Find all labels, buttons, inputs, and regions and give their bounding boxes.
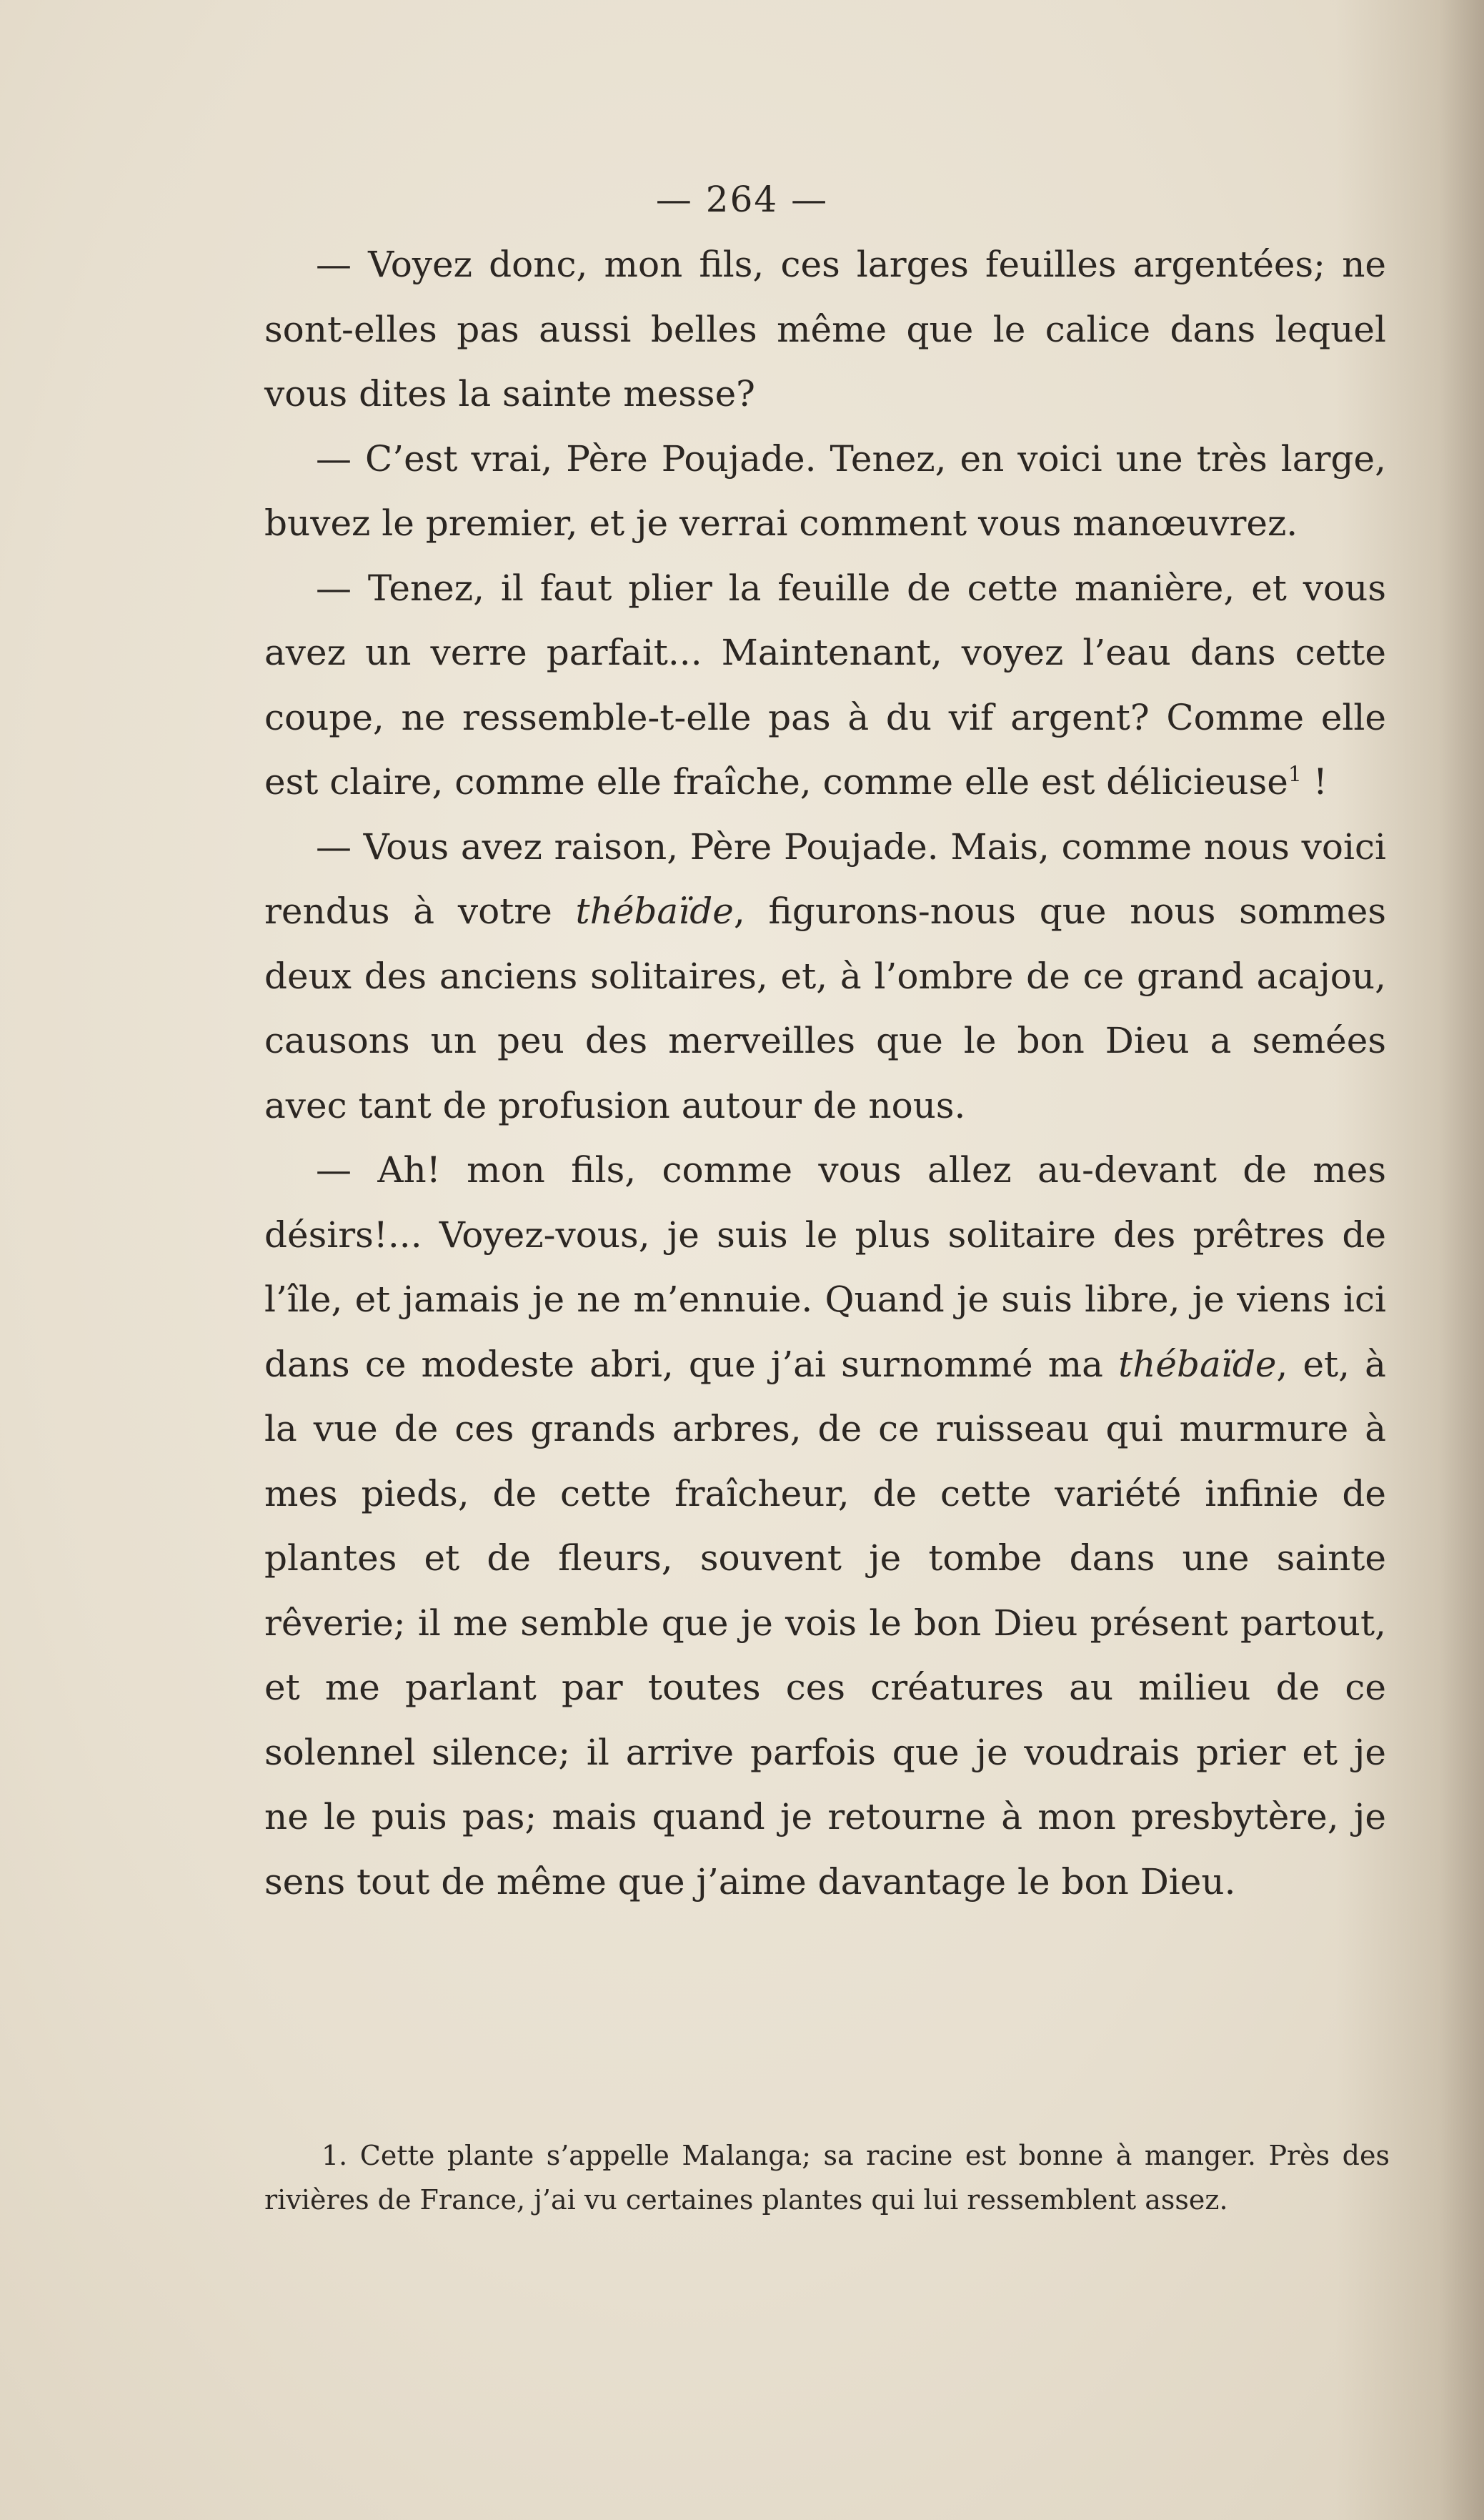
body-text [264,232,1386,1914]
paragraph-5-text: — Ah! mon fils, comme vous allez au-devant de mes désirs!... Voyez-vous, je suis le plus solitaire des prêtres de l’île, et jamais je ne m’ennuie. Quand je suis libre, je viens ici dans ce modeste abri, que j’ai surnommé ma [264,1149,1386,1385]
paragraph-1: — Voyez donc, mon fils, ces larges feuilles argentées; ne sont-elles pas aussi belles même que le calice dans lequel vous dites la sainte messe? [264,244,1386,415]
paragraph-4 [264,815,1386,1139]
footnote-paragraph [264,2133,1390,2222]
paragraph-5-rest: , et, à la vue de ces grands arbres, de ce ruisseau qui murmure à mes pieds, de cette fraîcheur, de cette variété infinie de plantes et de fleurs, souvent je tombe dans une sainte rêverie; il me semble que je vois le bon Dieu présent partout, et me parlant par toutes ces créatures au milieu de ce solennel silence; il arrive parfois que je voudrais prier et je ne le puis pas; mais quand je retourne à mon presbytère, je sens tout de même que j’aime davantage le bon Dieu. [264,1343,1386,1903]
page-number: — 264 — [655,179,829,220]
italic-thebaide: thébaïde [575,891,734,932]
paragraph-3 [264,556,1386,815]
paragraph-4-text: — Vous avez raison, Père Poujade. Mais, comme nous voici rendus à votre [264,825,1386,932]
footnote-reference: 1 [1288,762,1302,788]
footnote-marker: 1. [322,2140,348,2171]
italic-thebaide: thébaïde [1118,1343,1277,1385]
footnote-text: Cette plante s’appelle Malanga; sa racine est bonne à manger. Près des rivières de France, j’ai vu certaines plantes qui lui ressemblent assez. [264,2140,1390,2216]
paragraph-5 [264,1138,1386,1914]
footnote [264,2133,1390,2222]
paragraph-3-end: ! [1313,761,1328,803]
paragraph-2: — C’est vrai, Père Poujade. Tenez, en voici une très large, buvez le premier, et je verrai comment vous manœuvrez. [264,437,1386,544]
paragraph-4-rest: , figurons-nous que nous sommes deux des anciens solitaires, et, à l’ombre de ce grand acajou, causons un peu des merveilles que le bon Dieu a semées avec tant de profusion autour de nous. [264,891,1386,1126]
paragraph-3-text: — Tenez, il faut plier la feuille de cette manière, et vous avez un verre parfait... Maintenant, voyez l’eau dans cette coupe, ne ressemble-t-elle pas à du vif argent? Comme elle est claire, comme elle fraîche, comme elle est délicieuse [264,567,1386,803]
